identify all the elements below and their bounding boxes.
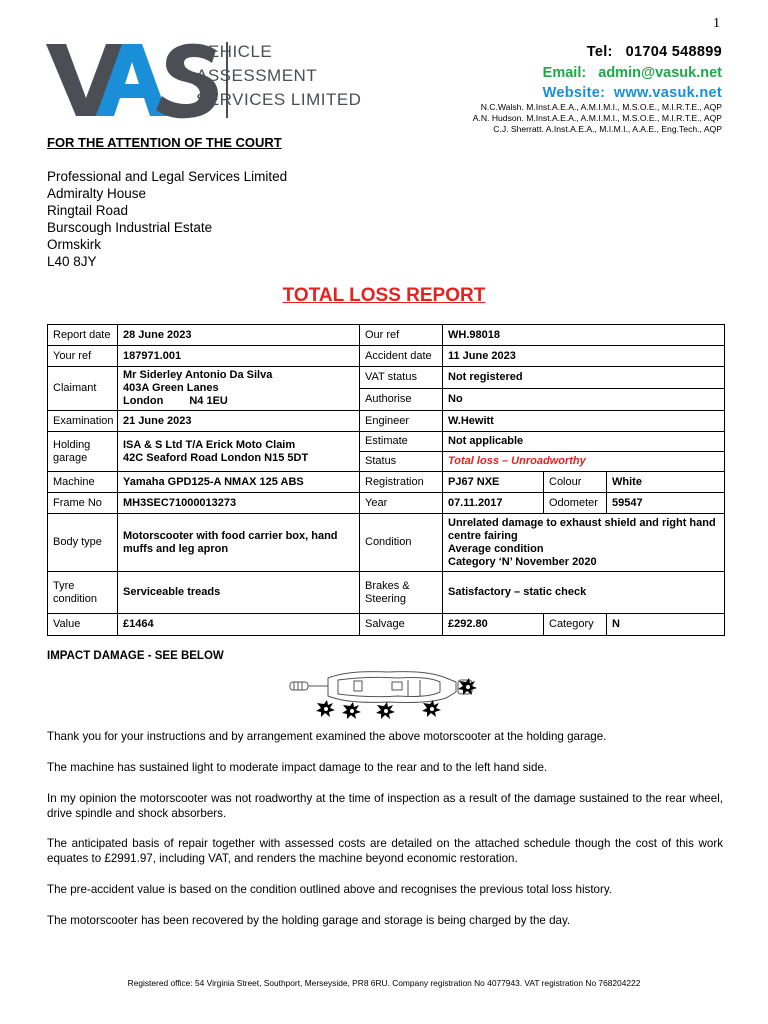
registration-label: Registration xyxy=(360,472,443,493)
email-label: Email: xyxy=(542,65,587,81)
odometer-label: Odometer xyxy=(544,493,607,514)
telephone xyxy=(473,44,722,60)
holding-garage-line: 42C Seaford Road London N15 5DT xyxy=(123,451,309,464)
examination-value: 21 June 2023 xyxy=(118,411,360,432)
company-name-line: SERVICES LIMITED xyxy=(196,90,362,109)
report-date-value: 28 June 2023 xyxy=(118,325,360,346)
address-line: Professional and Legal Services Limited xyxy=(47,169,288,184)
authorise-value: No xyxy=(443,389,725,411)
vat-status-label: VAT status xyxy=(360,367,443,389)
holding-garage-label: Holding garage xyxy=(48,432,118,472)
condition-value xyxy=(443,514,725,572)
table-row xyxy=(48,432,725,452)
body-paragraph: The pre-accident value is based on the condition outlined above and recognises the previous total loss history. xyxy=(47,883,613,896)
claimant-city: London xyxy=(123,395,164,407)
table-row xyxy=(48,367,725,389)
estimate-label: Estimate xyxy=(360,432,443,452)
table-row xyxy=(48,472,725,493)
recipient-address xyxy=(47,168,287,270)
odometer-value: 59547 xyxy=(607,493,725,514)
email-address[interactable]: admin@vasuk.net xyxy=(598,65,722,81)
tel-number: 01704 548899 xyxy=(625,44,722,60)
brakes-steering-value: Satisfactory – static check xyxy=(443,572,725,614)
body-paragraph: The anticipated basis of repair together with assessed costs are detailed on the attached schedule though the cost of this work equates to £2991.97, including VAT, and renders the machine beyond economic restoration. xyxy=(47,837,723,865)
table-row xyxy=(48,514,725,572)
address-line: Admiralty House xyxy=(47,186,147,201)
address-line: L40 8JY xyxy=(47,254,97,269)
value-value: £1464 xyxy=(118,614,360,636)
engineer-label: Engineer xyxy=(360,411,443,432)
status-value: Total loss – Unroadworthy xyxy=(443,452,725,472)
body-paragraph: Thank you for your instructions and by arrangement examined the above motorscooter at the holding garage. xyxy=(47,730,607,743)
body-paragraph: The motorscooter has been recovered by the holding garage and storage is being charged by the day. xyxy=(47,914,571,927)
address-line: Ormskirk xyxy=(47,237,101,252)
machine-label: Machine xyxy=(48,472,118,493)
company-name-line: VEHICLE xyxy=(196,42,273,61)
body-paragraph: In my opinion the motorscooter was not roadworthy at the time of inspection as a result of the damage sustained to the rear wheel, drive spindle and shock absorbers. xyxy=(47,792,723,820)
value-label: Value xyxy=(48,614,118,636)
table-row xyxy=(48,346,725,367)
website-url[interactable]: www.vasuk.net xyxy=(613,85,722,101)
scooter-damage-diagram xyxy=(288,668,484,720)
estimate-value: Not applicable xyxy=(443,432,725,452)
page-number: 1 xyxy=(713,16,720,31)
brakes-steering-label: Brakes & Steering xyxy=(360,572,443,614)
report-date-label: Report date xyxy=(48,325,118,346)
body-type-label: Body type xyxy=(48,514,118,572)
table-row xyxy=(48,325,725,346)
body-type-value: Motorscooter with food carrier box, hand muffs and leg apron xyxy=(118,514,360,572)
condition-label: Condition xyxy=(360,514,443,572)
condition-line: Category ‘N’ November 2020 xyxy=(448,555,597,568)
table-row xyxy=(48,493,725,514)
impact-damage-heading: IMPACT DAMAGE - SEE BELOW xyxy=(47,650,224,662)
attention-heading: FOR THE ATTENTION OF THE COURT xyxy=(47,135,282,150)
accident-date-value: 11 June 2023 xyxy=(443,346,725,367)
registered-office-footer: Registered office: 54 Virginia Street, Southport, Merseyside, PR8 6RU. Company registration No 4077943. VAT registration No 768204222 xyxy=(127,978,641,988)
claimant-street: 403A Green Lanes xyxy=(123,382,219,394)
qualifications xyxy=(473,102,722,135)
address-line: Burscough Industrial Estate xyxy=(47,220,213,235)
tel-label: Tel: xyxy=(586,44,613,60)
our-ref-value: WH.98018 xyxy=(443,325,725,346)
claimant-name: Mr Siderley Antonio Da Silva xyxy=(123,369,273,381)
status-label: Status xyxy=(360,452,443,472)
qualification-line: A.N. Hudson. M.Inst.A.E.A., A.M.I.M.I., M.S.O.E., M.I.R.T.E., AQP xyxy=(472,113,722,123)
table-row xyxy=(48,411,725,432)
claimant-postcode: N4 1EU xyxy=(189,395,228,407)
engineer-value: W.Hewitt xyxy=(443,411,725,432)
colour-value: White xyxy=(607,472,725,493)
vat-status-value: Not registered xyxy=(443,367,725,389)
claimant-value xyxy=(118,367,360,411)
table-row xyxy=(48,614,725,636)
accident-date-label: Accident date xyxy=(360,346,443,367)
condition-line: Unrelated damage to exhaust shield and right hand centre fairing xyxy=(448,516,716,542)
website-label: Website: xyxy=(542,85,606,101)
email xyxy=(473,65,722,81)
year-label: Year xyxy=(360,493,443,514)
our-ref-label: Our ref xyxy=(360,325,443,346)
qualification-line: N.C.Walsh. M.Inst.A.E.A., A.M.I.M.I., M.S.O.E., M.I.R.T.E., AQP xyxy=(480,102,722,112)
frame-no-value: MH3SEC71000013273 xyxy=(118,493,360,514)
address-line: Ringtail Road xyxy=(47,203,129,218)
tyre-condition-value: Serviceable treads xyxy=(118,572,360,614)
tyre-condition-label: Tyre condition xyxy=(48,572,118,614)
company-name-line: ASSESSMENT xyxy=(196,66,318,85)
report-title: TOTAL LOSS REPORT xyxy=(282,285,486,306)
holding-garage-line: ISA & S Ltd T/A Erick Moto Claim xyxy=(123,438,296,451)
your-ref-label: Your ref xyxy=(48,346,118,367)
website xyxy=(473,85,722,101)
year-value: 07.11.2017 xyxy=(443,493,544,514)
contact-block xyxy=(473,44,722,135)
company-name xyxy=(196,40,361,112)
holding-garage-value xyxy=(118,432,360,472)
vehicle-info-table xyxy=(47,324,725,636)
salvage-value: £292.80 xyxy=(443,614,544,636)
salvage-label: Salvage xyxy=(360,614,443,636)
frame-no-label: Frame No xyxy=(48,493,118,514)
machine-value: Yamaha GPD125-A NMAX 125 ABS xyxy=(118,472,360,493)
condition-line: Average condition xyxy=(448,542,544,555)
claimant-label: Claimant xyxy=(48,367,118,411)
your-ref-value: 187971.001 xyxy=(118,346,360,367)
category-label: Category xyxy=(544,614,607,636)
registration-value: PJ67 NXE xyxy=(443,472,544,493)
colour-label: Colour xyxy=(544,472,607,493)
category-value: N xyxy=(607,614,725,636)
authorise-label: Authorise xyxy=(360,389,443,411)
body-paragraph: The machine has sustained light to moderate impact damage to the rear and to the left hand side. xyxy=(47,761,548,774)
qualification-line: C.J. Sherratt. A.Inst.A.E.A., M.I.M.I., A.A.E., Eng.Tech., AQP xyxy=(493,124,722,134)
table-row xyxy=(48,572,725,614)
examination-label: Examination xyxy=(48,411,118,432)
